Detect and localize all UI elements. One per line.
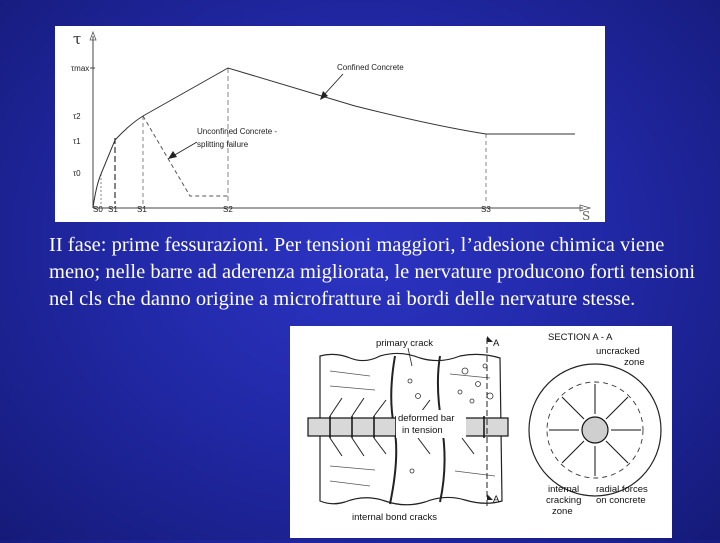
unconfined-concrete-leader (173, 142, 197, 156)
cracking-zone-label-1: internal (548, 484, 580, 495)
cracking-zone-label-2: cracking (546, 495, 582, 506)
y-tick-tau-1: τ1 (73, 137, 81, 146)
cracking-zone-label-3: zone (552, 506, 573, 517)
uncracked-zone-label-1: uncracked (596, 346, 640, 357)
y-tick-tau-max: τmax (71, 64, 90, 73)
bond-slip-svg (55, 26, 605, 222)
x-tick-s2: S2 (223, 205, 233, 214)
x-tick-s1-prime: S1 (137, 205, 147, 214)
y-axis-symbol: τ (73, 30, 82, 48)
unconfined-concrete-label-2: splitting failure (197, 140, 249, 149)
unconfined-concrete-label-1: Unconfined Concrete - (197, 127, 278, 136)
x-tick-s0: S0 (93, 205, 103, 214)
confined-concrete-curve (93, 68, 575, 208)
x-axis-symbol: S (582, 209, 591, 222)
section-title: SECTION A - A (548, 332, 613, 343)
bond-crack-drawing (290, 326, 672, 538)
y-tick-tau-2: τ2 (73, 112, 81, 121)
confined-concrete-label: Confined Concrete (337, 63, 404, 72)
x-tick-s1: S1 (108, 205, 118, 214)
body-text: II fase: prime fessurazioni. Per tensioni maggiori, l’adesione chimica viene meno; nelle barre ad aderenza migliorata, le nervature producono forti tensioni nel cls che danno origine a microfratture ai bordi delle nervature stesse. (49, 234, 696, 310)
y-tick-tau-0: τ0 (73, 169, 81, 178)
radial-forces-label-2: on concrete (596, 495, 646, 506)
deformed-bar-label-1: deformed bar (398, 413, 455, 424)
section-marker-top: A (493, 338, 500, 349)
section-marker-bottom: A (493, 494, 500, 505)
radial-forces-label-1: radial forces (596, 484, 648, 495)
primary-crack-leader (408, 348, 412, 366)
primary-crack-label: primary crack (376, 338, 434, 349)
deformed-bar-label-2: in tension (402, 425, 443, 436)
crack-drawing-svg (290, 326, 672, 538)
uncracked-zone-label-2: zone (624, 357, 645, 368)
unconfined-concrete-arrowhead (168, 151, 177, 159)
internal-bond-cracks-label: internal bond cracks (352, 512, 438, 523)
bond-slip-graph (55, 26, 605, 222)
section-bar (582, 417, 608, 443)
x-tick-s3: S3 (481, 205, 491, 214)
confined-concrete-leader (323, 74, 343, 96)
